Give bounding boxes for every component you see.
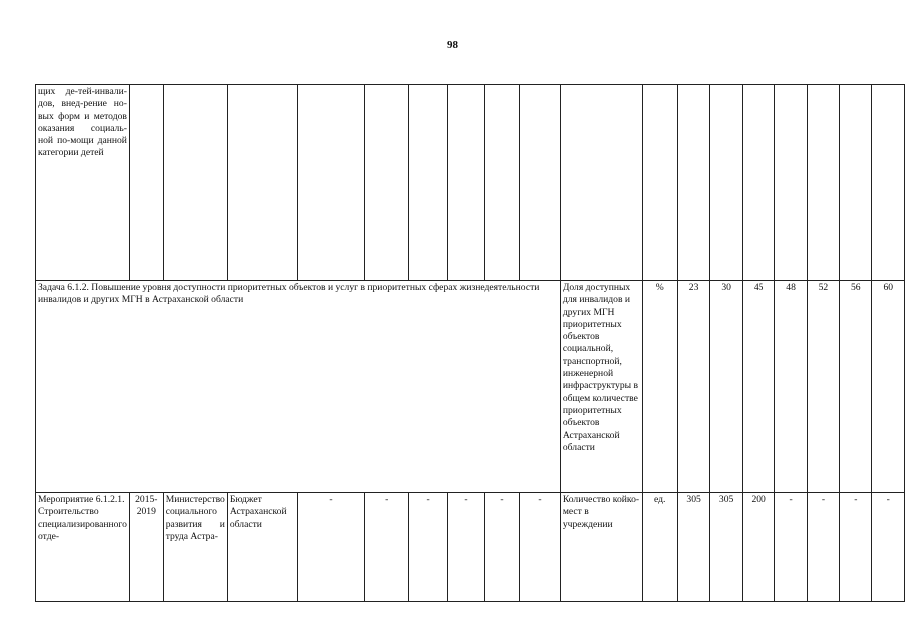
task-value-cell: 48 (775, 281, 807, 493)
measure-executor-cell: Министерство социального развития и труда Астра- (163, 493, 227, 602)
measure-value-cell: 200 (742, 493, 775, 602)
empty-cell (484, 85, 519, 281)
empty-cell (129, 85, 163, 281)
measure-funding-cell: - (520, 493, 561, 602)
empty-cell (520, 85, 561, 281)
task-value-cell: 30 (710, 281, 743, 493)
task-value-cell: 45 (742, 281, 775, 493)
empty-cell (448, 85, 485, 281)
measure-value-cell: - (840, 493, 872, 602)
activity-continuation-cell: щих де-тей-инвали-дов, внед-рение но-вых форм и методов оказания социаль-ной по-мощи данной категории детей (36, 85, 130, 281)
empty-cell (409, 85, 448, 281)
empty-cell (677, 85, 710, 281)
measure-funding-cell: - (297, 493, 365, 602)
empty-cell (775, 85, 807, 281)
measure-value-cell: - (807, 493, 839, 602)
empty-cell (560, 85, 642, 281)
page-number: 98 (447, 39, 458, 51)
task-title-cell: Задача 6.1.2. Повышение уровня доступности приоритетных объектов и услуг в приоритетных сферах жизнедеятельности инвалидов и других МГН в Астраханской области (36, 281, 561, 493)
empty-cell (742, 85, 775, 281)
measure-period-cell: 2015-2019 (129, 493, 163, 602)
empty-cell (642, 85, 677, 281)
empty-cell (163, 85, 227, 281)
measure-funding-cell: - (409, 493, 448, 602)
measure-funding-cell: - (484, 493, 519, 602)
table-row (36, 281, 905, 493)
measure-name-cell: Мероприятие 6.1.2.1. Строительство специализированного отде- (36, 493, 130, 602)
table-row (36, 493, 905, 602)
measure-funding-cell: - (365, 493, 409, 602)
empty-cell (710, 85, 743, 281)
empty-cell (807, 85, 839, 281)
task-value-cell: 23 (677, 281, 710, 493)
empty-cell (872, 85, 905, 281)
measure-funding-cell: - (448, 493, 485, 602)
measure-value-cell: - (872, 493, 905, 602)
table-row (36, 85, 905, 281)
measure-value-cell: 305 (677, 493, 710, 602)
measure-source-cell: Бюджет Астраханской области (227, 493, 297, 602)
measure-unit-cell: ед. (642, 493, 677, 602)
empty-cell (227, 85, 297, 281)
empty-cell (297, 85, 365, 281)
empty-cell (840, 85, 872, 281)
measure-indicator-cell: Количество койко-мест в учреждении (560, 493, 642, 602)
task-unit-cell: % (642, 281, 677, 493)
empty-cell (365, 85, 409, 281)
program-table (35, 84, 905, 602)
task-value-cell: 56 (840, 281, 872, 493)
measure-value-cell: - (775, 493, 807, 602)
measure-value-cell: 305 (710, 493, 743, 602)
task-value-cell: 60 (872, 281, 905, 493)
task-value-cell: 52 (807, 281, 839, 493)
task-indicator-cell: Доля доступных для инвалидов и других МГН приоритетных объектов социальной, транспортной, инженерной инфраструктуры в общем количестве приоритетных объектов Астраханской области (560, 281, 642, 493)
